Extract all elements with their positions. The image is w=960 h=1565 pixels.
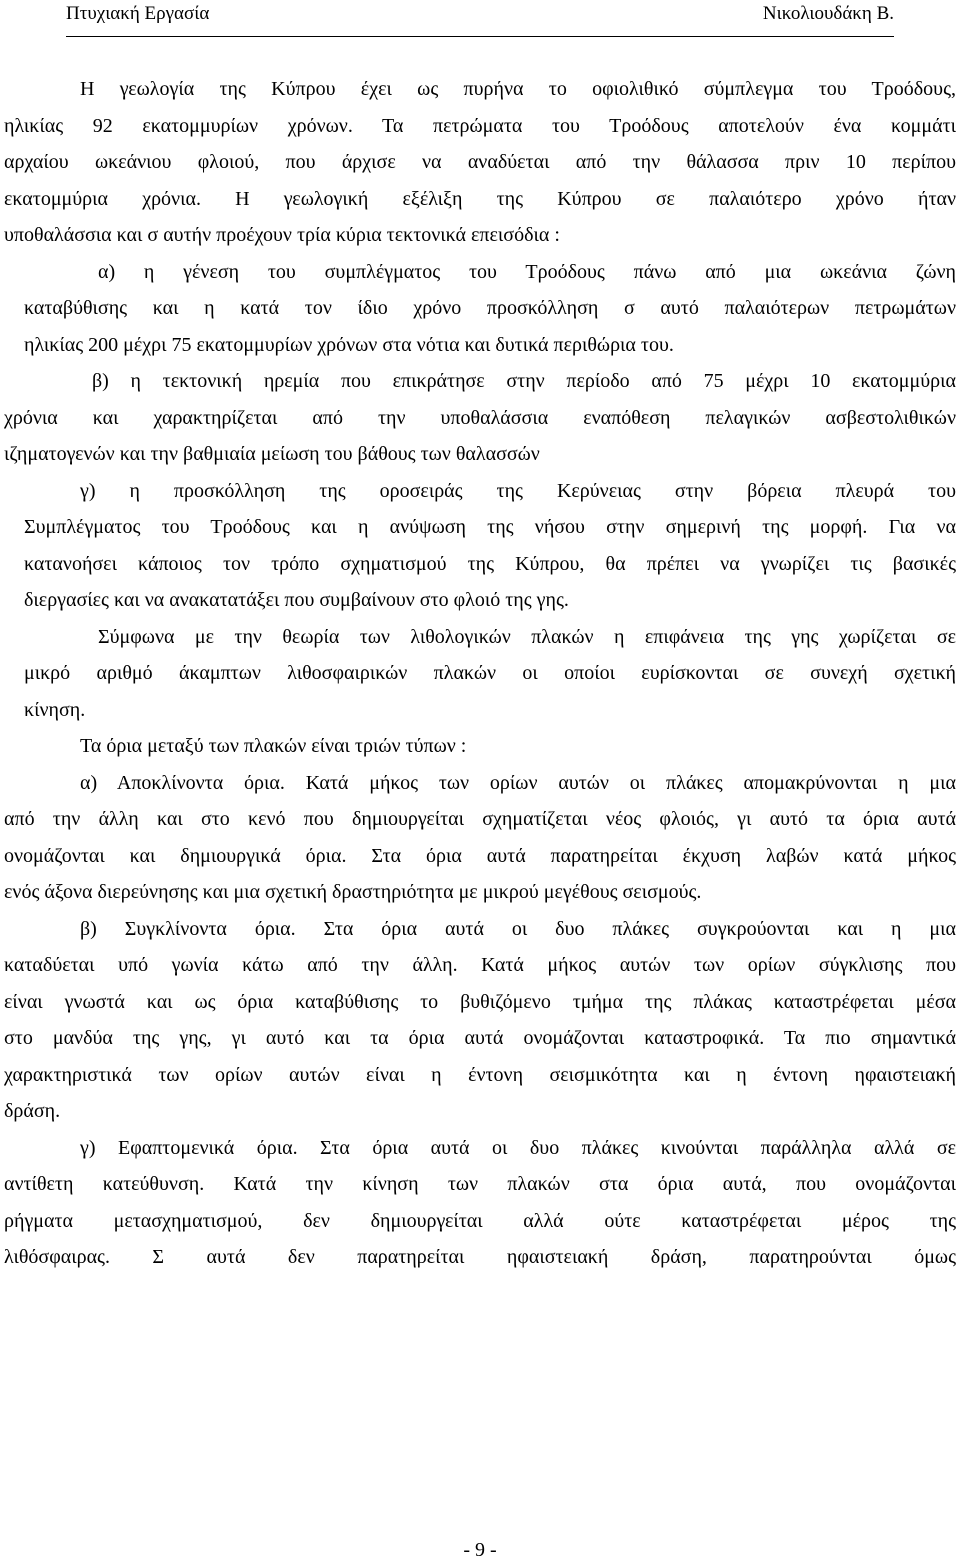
text-line: α) Αποκλίνοντα όρια. Κατά μήκος των ορίων αυτών οι πλάκες απομακρύνονται η μια [80,771,956,794]
text-line: χρόνια και χαρακτηρίζεται από την υποθαλάσσια εναπόθεση πελαγικών ασβεστολιθικών [4,406,956,429]
text-line: αντίθετη κατεύθυνση. Κατά την κίνηση των πλακών στα όρια αυτά, που ονομάζονται [4,1173,956,1195]
header-title: Πτυχιακή Εργασία [66,3,210,24]
text-line: από την άλλη και στο κενό που δημιουργείται σχηματίζεται νέος φλοιός, γι αυτό τα όρια αυτά [4,808,956,830]
text-line: διεργασίες και να ανακατατάξει που συμβαίνουν στο φλοιό της γης. [24,589,569,611]
text-line: καταδύεται υπό γωνία κάτω από την άλλη. Κατά μήκος αυτών των ορίων σύγκλισης που [4,954,956,976]
text-line: β) Συγκλίνοντα όρια. Στα όρια αυτά οι δυο πλάκες συγκρούονται και η μια [80,917,956,940]
text-line: γ) η προσκόλληση της οροσειράς της Κερύνειας στην βόρεια πλευρά του [80,479,956,502]
text-line: ιζηματογενών και την βαθμιαία μείωση του βάθους των θαλασσών [4,443,540,465]
text-line: Η γεωλογία της Κύπρου έχει ως πυρήνα το οφιολιθικό σύμπλεγμα του Τροόδους, [80,78,956,100]
text-line: καταβύθισης και η κατά τον ίδιο χρόνο προσκόλληση σ αυτό παλαιότερων πετρωμάτων [24,297,956,319]
text-line: ηλικίας 200 μέχρι 75 εκατομμυρίων χρόνων στα νότια και δυτικά περιθώρια του. [24,333,674,356]
text-line: ονομάζονται και δημιουργικά όρια. Στα όρια αυτά παρατηρείται έκχυση λαβών κατά μήκος [4,844,956,867]
text-line: χαρακτηριστικά των ορίων αυτών είναι η έντονη σεισμικότητα και η έντονη ηφαιστειακή [4,1063,956,1086]
text-line: ηλικίας 92 εκατομμυρίων χρόνων. Τα πετρώματα του Τροόδους αποτελούν ένα κομμάτι [4,114,956,137]
text-line: στο μανδύα της γης, γι αυτό και τα όρια αυτά ονομάζονται καταστροφικά. Τα πιο σημαντικά [4,1027,956,1049]
document-body [4,71,956,1276]
text-line: α) η γένεση του συμπλέγματος του Τροόδους πάνω από μια ωκεάνια ζώνη [98,260,956,283]
header-rule [66,36,894,37]
header-author: Νικολιουδάκη Β. [762,3,894,24]
text-line: υποθαλάσσια και σ αυτήν προέχουν τρία κύρια τεκτονικά επεισόδια : [4,224,560,246]
text-line: κίνηση. [24,698,86,721]
text-line: κατανοήσει κάποιος τον τρόπο σχηματισμού της Κύπρου, θα πρέπει να γνωρίζει τις βασικές [24,552,956,575]
text-line: μικρό αριθμό άκαμπτων λιθοσφαιρικών πλακών οι οποίοι ευρίσκονται σε συνεχή σχετική [24,662,956,684]
text-line: αρχαίου ωκεάνιου φλοιού, που άρχισε να αναδύεται από την θάλασσα πριν 10 περίπου [4,151,956,173]
text-line: β) η τεκτονική ηρεμία που επικράτησε στην περίοδο από 75 μέχρι 10 εκατομμύρια [92,370,956,392]
text-line: Σύμφωνα με την θεωρία των λιθολογικών πλακών η επιφάνεια της γης χωρίζεται σε [98,625,956,648]
text-line: λιθόσφαιρας. Σ αυτά δεν παρατηρείται ηφαιστειακή δράση, παρατηρούνται όμως [4,1246,956,1268]
text-line: ενός άξονα διερεύνησης και μια σχετική δραστηριότητα με μικρού μεγέθους σεισμούς. [4,881,702,903]
text-line: γ) Εφαπτομενικά όρια. Στα όρια αυτά οι δυο πλάκες κινούνται παράλληλα αλλά σε [80,1136,956,1159]
page-header [0,2,960,42]
page-number: - 9 - [463,1539,497,1561]
text-line: Τα όρια μεταξύ των πλακών είναι τριών τύπων : [80,735,467,757]
text-line: ρήγματα μετασχηματισμού, δεν δημιουργείται αλλά ούτε καταστρέφεται μέρος της [4,1209,956,1232]
text-line: είναι γνωστά και ως όρια καταβύθισης το βυθιζόμενο τμήμα της πλάκας καταστρέφεται μέσα [4,990,956,1013]
text-line: εκατομμύρια χρόνια. Η γεωλογική εξέλιξη της Κύπρου σε παλαιότερο χρόνο ήταν [4,187,956,210]
text-line: Συμπλέγματος του Τροόδους και η ανύψωση της νήσου στην σημερινή της μορφή. Για να [24,516,956,538]
text-line: δράση. [4,1100,61,1122]
